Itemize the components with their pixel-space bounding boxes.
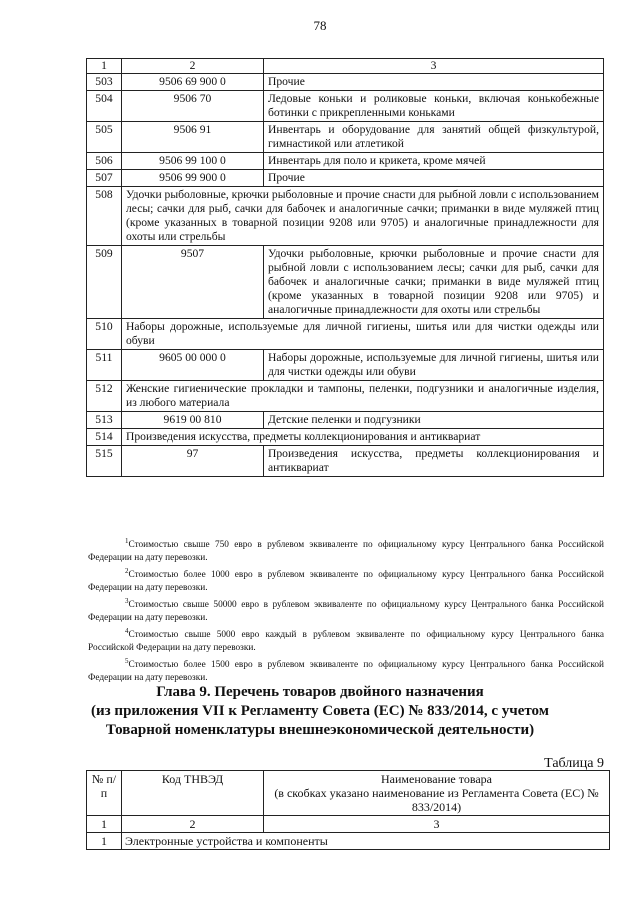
footnote-mark: 1 xyxy=(125,537,129,545)
row-number: 510 xyxy=(87,319,122,350)
row-code: 9506 99 100 0 xyxy=(122,153,264,170)
table-row xyxy=(87,91,604,122)
dual-use-table xyxy=(86,770,610,850)
row-code: 9506 99 900 0 xyxy=(122,170,264,187)
column-number: 3 xyxy=(264,816,610,833)
table-row xyxy=(87,153,604,170)
row-number: 508 xyxy=(87,187,122,246)
row-group-description: Наборы дорожные, используемые для личной гигиены, шитья или для чистки одежды или обуви xyxy=(122,319,604,350)
row-number: 503 xyxy=(87,74,122,91)
column-number: 3 xyxy=(264,59,604,74)
table-row xyxy=(87,833,610,850)
row-code: 97 xyxy=(122,446,264,477)
footnote-mark: 5 xyxy=(125,657,129,666)
row-description: Детские пеленки и подгузники xyxy=(264,412,604,429)
column-number: 1 xyxy=(87,816,122,833)
footnote-mark: 4 xyxy=(125,627,129,636)
col-header-name-line-1: Наименование товара xyxy=(380,772,492,786)
table-row xyxy=(87,429,604,446)
row-description: Удочки рыболовные, крючки рыболовные и прочие снасти для рыбной ловли с использованием лесы; сачки для рыб, сачки для бабочек и аналогичные сачки; приманки в виде муляжей птиц (кроме указанных в товарной позиции 9208 или 9705) и аналогичные принадлежности для охоты или стрельбы xyxy=(264,246,604,319)
col-header-number: № п/п xyxy=(87,771,122,816)
row-description: Инвентарь и оборудование для занятий общей физкультурой, гимнастикой или атлетикой xyxy=(264,122,604,153)
row-group-description: Произведения искусства, предметы коллекционирования и антиквариат xyxy=(122,429,604,446)
footnote-text: Стоимостью более 1000 евро в рублевом эквиваленте по официальному курсу Центрального банка Российской Федерации на дату перевозки. xyxy=(88,570,604,594)
table-row xyxy=(87,319,604,350)
footnotes xyxy=(88,535,604,685)
row-code: 9619 00 810 xyxy=(122,412,264,429)
footnote xyxy=(88,535,604,565)
row-code: 9605 00 000 0 xyxy=(122,350,264,381)
row-description: Инвентарь для поло и крикета, кроме мячей xyxy=(264,153,604,170)
row-description: Электронные устройства и компоненты xyxy=(122,833,610,850)
row-number: 506 xyxy=(87,153,122,170)
footnote-text: Стоимостью свыше 50000 евро в рублевом эквиваленте по официальному курсу Центрального банка Российской Федерации на дату перевозки. xyxy=(88,600,604,624)
row-code: 9506 70 xyxy=(122,91,264,122)
col-header-name xyxy=(264,771,610,816)
row-number: 509 xyxy=(87,246,122,319)
table-row xyxy=(87,350,604,381)
column-number: 2 xyxy=(122,816,264,833)
row-description: Наборы дорожные, используемые для личной гигиены, шитья или для чистки одежды или обуви xyxy=(264,350,604,381)
chapter-title-line-1: Глава 9. Перечень товаров двойного назначения xyxy=(156,684,484,700)
chapter-title-line-2: (из приложения VII к Регламенту Совета (ЕС) № 833/2014, с учетом xyxy=(91,703,549,719)
footnote xyxy=(88,655,604,685)
footnote-mark: 3 xyxy=(125,597,129,606)
row-description: Прочие xyxy=(264,74,604,91)
table-header-row xyxy=(87,771,610,816)
row-number: 504 xyxy=(87,91,122,122)
column-number: 1 xyxy=(87,59,122,74)
row-number: 514 xyxy=(87,429,122,446)
row-number: 512 xyxy=(87,381,122,412)
footnote-text: Стоимостью свыше 750 евро в рублевом эквиваленте по официальному курсу Центрального банка Российской Федерации на дату перевозки. xyxy=(88,540,604,564)
footnote xyxy=(88,595,604,625)
table-row xyxy=(87,446,604,477)
table-row xyxy=(87,412,604,429)
footnote-mark: 2 xyxy=(125,567,129,576)
column-number: 2 xyxy=(122,59,264,74)
row-number: 1 xyxy=(87,833,122,850)
row-group-description: Женские гигиенические прокладки и тампоны, пеленки, подгузники и аналогичные изделия, из любого материала xyxy=(122,381,604,412)
column-numbers-row xyxy=(87,816,610,833)
footnote xyxy=(88,625,604,655)
table-caption: Таблица 9 xyxy=(544,756,604,771)
table-row xyxy=(87,170,604,187)
goods-table xyxy=(86,58,604,477)
footnote-text: Стоимостью свыше 5000 евро каждый в рублевом эквиваленте по официальному курсу Центрального банка Российской Федерации на дату перевозки. xyxy=(88,630,604,654)
footnote-text: Стоимостью более 1500 евро в рублевом эквиваленте по официальному курсу Центрального банка Российской Федерации на дату перевозки. xyxy=(88,660,604,684)
row-code: 9506 91 xyxy=(122,122,264,153)
col-header-name-line-2: (в скобках указано наименование из Регламента Совета (ЕС) № 833/2014) xyxy=(274,786,599,814)
row-number: 511 xyxy=(87,350,122,381)
table-row xyxy=(87,187,604,246)
table-header-row xyxy=(87,59,604,74)
row-number: 505 xyxy=(87,122,122,153)
table-row xyxy=(87,74,604,91)
row-number: 515 xyxy=(87,446,122,477)
chapter-heading xyxy=(0,683,640,740)
row-group-description: Удочки рыболовные, крючки рыболовные и прочие снасти для рыбной ловли с использованием лесы; сачки для рыб, сачки для бабочек и аналогичные сачки; приманки в виде муляжей птиц (кроме указанных в товарной позиции 9208 или 9705) и аналогичные принадлежности для охоты или стрельбы xyxy=(122,187,604,246)
page-number: 78 xyxy=(313,18,327,33)
row-number: 507 xyxy=(87,170,122,187)
row-code: 9507 xyxy=(122,246,264,319)
row-code: 9506 69 900 0 xyxy=(122,74,264,91)
table-row xyxy=(87,246,604,319)
footnote xyxy=(88,565,604,595)
row-description: Произведения искусства, предметы коллекционирования и антиквариат xyxy=(264,446,604,477)
chapter-title-line-3: Товарной номенклатуры внешнеэкономической деятельности) xyxy=(105,722,535,738)
table-row xyxy=(87,381,604,412)
row-number: 513 xyxy=(87,412,122,429)
row-description: Ледовые коньки и роликовые коньки, включая конькобежные ботинки с прикрепленными коньками xyxy=(264,91,604,122)
col-header-code: Код ТНВЭД xyxy=(122,771,264,816)
row-description: Прочие xyxy=(264,170,604,187)
table-row xyxy=(87,122,604,153)
